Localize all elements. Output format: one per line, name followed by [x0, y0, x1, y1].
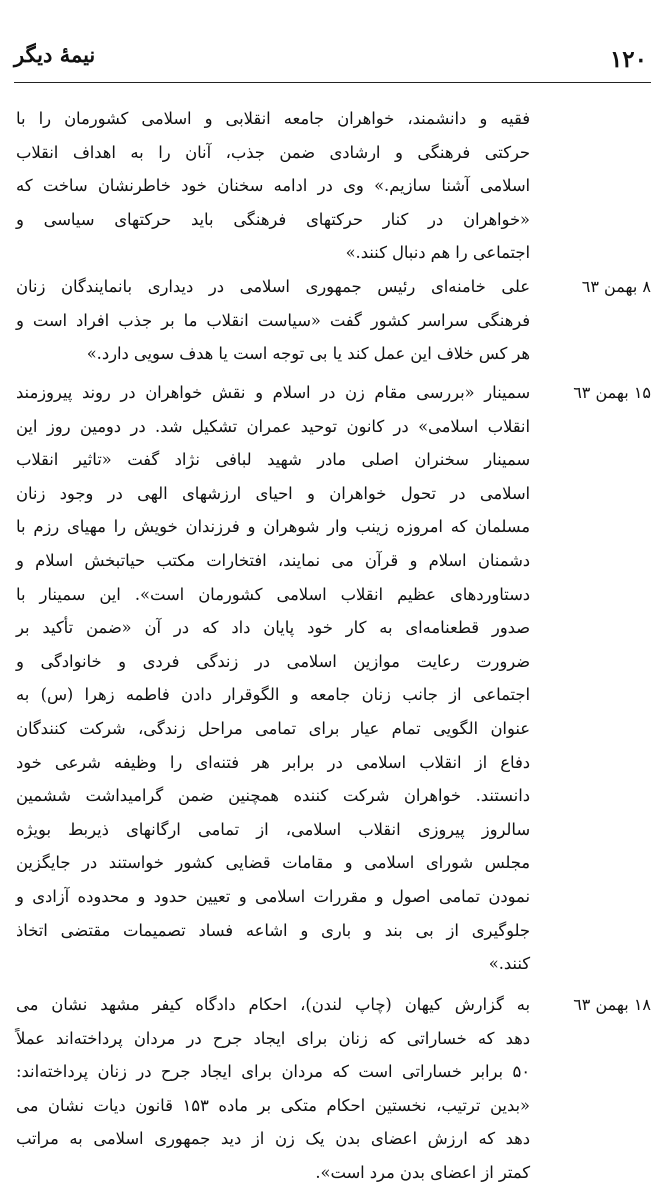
entry-continuation-text — [16, 102, 530, 270]
text-line: سالروز پیروزی انقلاب اسلامی، از تمامی ارگانهای ذیربط بویژه — [16, 819, 530, 839]
text-line: دانستند. خواهران شرکت کننده همچنین ضمن گرامیداشت ششمین — [16, 786, 530, 806]
text-line: فقیه و دانشمند، خواهران جامعه انقلابی و اسلامی کشورمان را با — [16, 109, 530, 128]
entry-text — [16, 376, 530, 981]
text-line: اسلامی آشنا سازیم.» وی در ادامه سخنان خود خاطرنشان ساخت که — [16, 176, 530, 196]
entry-date: ۱۵ بهمن ٦٣ — [573, 383, 651, 402]
text-line: انقلاب اسلامی» در کانون توحید عمران تشکیل شد. در دومین روز این — [16, 416, 530, 436]
text-line: دشمنان اسلام و قرآن می نمایند، افتخارات مکتب حیاتبخش اسلام و — [16, 550, 530, 570]
entry-date: ۸ بهمن ٦٣ — [581, 277, 651, 296]
running-title: نیمهٔ دیگر — [14, 42, 96, 67]
text-line: سمینار «بررسی مقام زن در اسلام و نقش خواهران در روند پیروزمند — [16, 383, 530, 402]
text-line: دفاع از انقلاب اسلامی در برابر هر فتنه‌ای را وظیفه شرعی خود — [16, 752, 530, 772]
text-line: مجلس شورای اسلامی و مقامات قضایی کشور خواستند در جایگزین — [16, 853, 530, 873]
text-line: به گزارش کیهان (چاپ لندن)، احکام دادگاه کیفر مشهد نشان می — [16, 995, 530, 1014]
text-line: سمینار سخنران اصلی مادر شهید لبافی نژاد گفت «تاثیر انقلاب — [16, 450, 530, 470]
text-line: «بدین ترتیب، نخستین احکام متکی بر ماده ۱۵۳ قانون دیات نشان می — [16, 1095, 530, 1115]
entry-text — [16, 988, 530, 1190]
header-rule — [14, 82, 651, 83]
text-line: ۵۰ برابر خساراتی است که مردان برای ایجاد جرح در زنان پرداخته‌اند: — [16, 1062, 530, 1082]
text-line: اجتماعی را هم دنبال کنند.» — [345, 243, 530, 263]
text-line: نمودن تمامی اصول و مقررات اسلامی و تعیین حدود و محدوده آزادی و — [16, 886, 530, 906]
text-line: اجتماعی از جانب زنان جامعه و الگوقرار دادن فاطمه زهرا (س) به — [16, 685, 530, 705]
text-line: فرهنگی سراسر کشور گفت «سیاست انقلاب ما بر جذب افراد است و — [16, 310, 530, 330]
text-line: کمتر از اعضای بدن مرد است». — [315, 1162, 530, 1182]
text-line: مسلمان که امروزه زینب وار شوهران و فرزندان خویش را مهیای رزم با — [16, 517, 530, 537]
text-line: علی خامنه‌ای رئیس جمهوری اسلامی در دیداری بانمایندگان زنان — [16, 277, 530, 296]
text-line: دستاوردهای عظیم انقلاب اسلامی کشورمان است». این سمینار با — [16, 584, 530, 604]
text-line: دهد که ارزش اعضای بدن یک زن از دید جمهوری اسلامی به مراتب — [16, 1129, 530, 1149]
text-line: عنوان الگویی تمام عیار برای تمامی مراحل زندگی، شرکت کنندگان — [16, 718, 530, 738]
text-line: دهد که خساراتی که زنان برای ایجاد جرح در مردان پرداخته‌اند عملاً — [16, 1028, 530, 1048]
text-line: اسلامی در تحول خواهران و احیای ارزشهای الهی در وجود زنان — [16, 483, 530, 503]
text-line: کنند.» — [488, 954, 530, 974]
text-line: «خواهران در کنار حرکتهای فرهنگی باید حرکتهای سیاسی و — [16, 209, 530, 229]
text-line: ضرورت رعایت موازین اسلامی در زندگی فردی و خانوادگی و — [16, 651, 530, 671]
page-number: ۱۲۰ — [609, 46, 647, 73]
entry-date: ۱۸ بهمن ٦٣ — [573, 995, 651, 1014]
text-line: صدور قطعنامه‌ای به کار خود پایان داد که در آن «ضمن تأکید بر — [16, 618, 530, 638]
text-line: جلوگیری از بی بند و باری و اشاعه فساد تصمیمات مقتضی اتخاذ — [16, 920, 530, 940]
text-line: هر کس خلاف این عمل کند یا بی توجه است یا هدف سویی دارد.» — [86, 344, 530, 364]
text-line: حرکتی فرهنگی و ارشادی ضمن جذب، آنان را به اهداف انقلاب — [16, 142, 530, 162]
entry-text — [16, 270, 530, 371]
